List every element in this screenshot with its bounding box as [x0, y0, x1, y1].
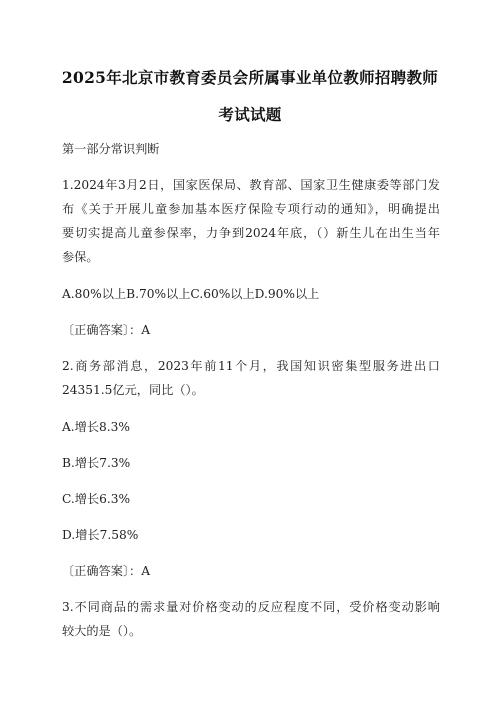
question-2-line-1: 2.商务部消息，2023年前11个月，我国知识密集型服务进出口 — [62, 359, 440, 373]
question-1-line-3: 要切实提高儿童参保率，力争到2024年底，（）新生儿在出生当年 — [62, 226, 440, 240]
question-1-answer: 〔正确答案〕：A — [62, 323, 151, 337]
question-2-answer: 〔正确答案〕：A — [62, 564, 151, 578]
question-3-line-1: 3.不同商品的需求量对价格变动的反应程度不同，受价格变动影响 — [62, 600, 440, 614]
question-2-option-a: A.增长8.3% — [62, 420, 131, 434]
question-1-line-4: 参保。 — [62, 250, 99, 264]
section-heading: 第一部分常识判断 — [62, 142, 160, 156]
question-2-option-c: C.增长6.3% — [62, 492, 131, 506]
question-1-options: A.80%以上B.70%以上C.60%以上D.90%以上 — [62, 287, 320, 301]
document-title-line-1: 2025年北京市教育委员会所属事业单位教师招聘教师 — [61, 68, 439, 87]
question-2-option-d: D.增长7.58% — [62, 528, 139, 542]
question-3-line-2: 较大的是（）。 — [62, 624, 142, 638]
document-title-line-2: 考试试题 — [218, 105, 282, 124]
question-1-line-2: 布《关于开展儿童参加基本医疗保险专项行动的通知》，明确提出 — [62, 202, 440, 216]
question-2-option-b: B.增长7.3% — [62, 456, 131, 470]
question-2-line-2: 24351.5亿元，同比（）。 — [62, 383, 204, 397]
question-1-line-1: 1.2024年3月2日，国家医保局、教育部、国家卫生健康委等部门发 — [62, 178, 440, 192]
